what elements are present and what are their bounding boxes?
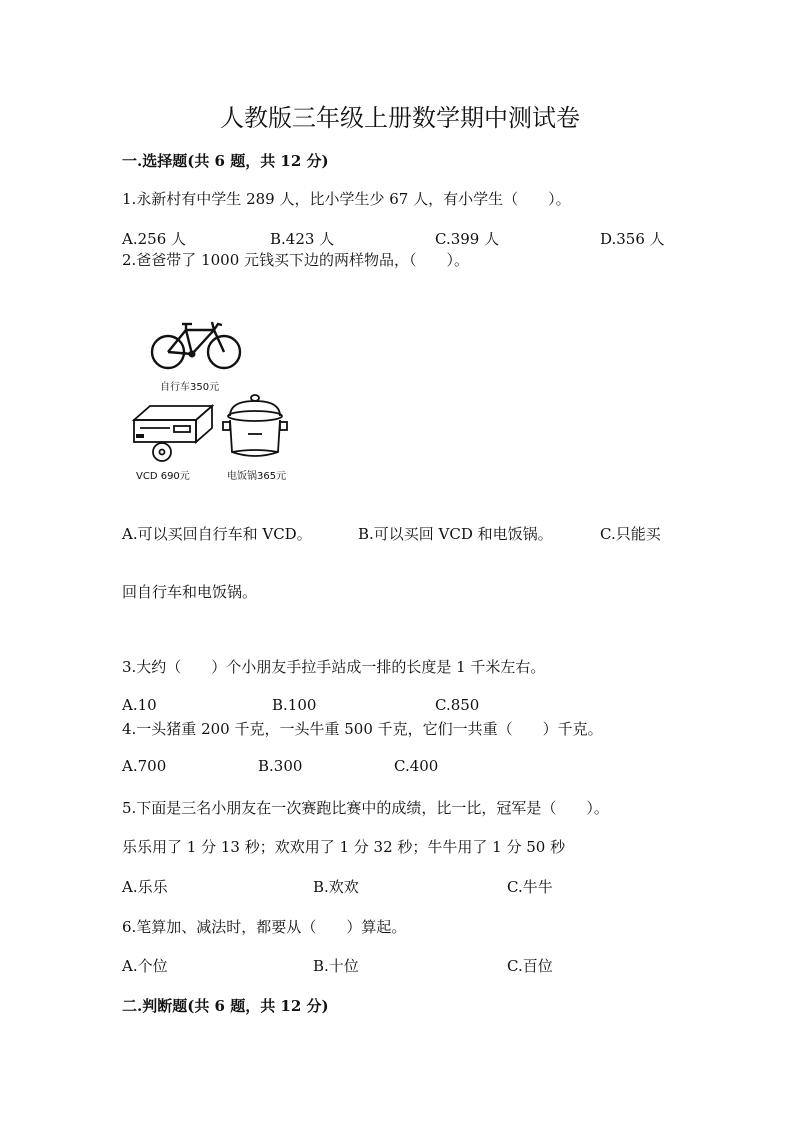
q2-option-a: A.可以买回自行车和 VCD。 xyxy=(122,525,312,543)
rice-cooker-icon xyxy=(222,392,288,464)
q4-option-c: C.400 xyxy=(394,757,439,775)
q2-option-c: C.只能买 xyxy=(600,525,661,543)
bicycle-icon xyxy=(148,318,244,374)
section-header-judgement: 二.判断题(共 6 题，共 12 分) xyxy=(122,997,329,1015)
q1-option-a: A.256 人 xyxy=(122,230,186,248)
q4-option-a: A.700 xyxy=(122,757,167,775)
q1-option-c: C.399 人 xyxy=(435,230,500,248)
q2-option-b: B.可以买回 VCD 和电饭锅。 xyxy=(358,525,553,543)
question-2-text: 2.爸爸带了 1000 元钱买下边的两样物品，（ ）。 xyxy=(122,251,470,269)
question-6-text: 6.笔算加、减法时，都要从（ ）算起。 xyxy=(122,918,407,936)
q6-option-c: C.百位 xyxy=(507,957,553,975)
q1-option-d: D.356 人 xyxy=(600,230,665,248)
q5-option-b: B.欢欢 xyxy=(313,878,359,896)
page-title: 人教版三年级上册数学期中测试卷 xyxy=(220,104,580,132)
question-5-detail: 乐乐用了 1 分 13 秒；欢欢用了 1 分 32 秒；牛牛用了 1 分 50 秒 xyxy=(122,838,566,856)
q5-option-c: C.牛牛 xyxy=(507,878,553,896)
question-4-text: 4.一头猪重 200 千克，一头牛重 500 千克，它们一共重（ ）千克。 xyxy=(122,720,603,738)
bicycle-price-label: 自行车350元 xyxy=(160,382,220,393)
q3-option-b: B.100 xyxy=(272,696,317,714)
question-5-text: 5.下面是三名小朋友在一次赛跑比赛中的成绩，比一比，冠军是（ ）。 xyxy=(122,799,609,817)
question-3-text: 3.大约（ ）个小朋友手拉手站成一排的长度是 1 千米左右。 xyxy=(122,658,546,676)
q3-option-a: A.10 xyxy=(122,696,157,714)
vcd-player-icon xyxy=(130,402,216,464)
vcd-price-label: VCD 690元 xyxy=(136,471,190,482)
section-header-choice: 一.选择题(共 6 题，共 12 分) xyxy=(122,152,329,170)
q5-option-a: A.乐乐 xyxy=(122,878,168,896)
cooker-price-label: 电饭锅365元 xyxy=(227,471,287,482)
q2-option-c-continued: 回自行车和电饭锅。 xyxy=(122,583,258,601)
q6-option-a: A.个位 xyxy=(122,957,168,975)
q4-option-b: B.300 xyxy=(258,757,303,775)
q1-option-b: B.423 人 xyxy=(270,230,335,248)
q6-option-b: B.十位 xyxy=(313,957,359,975)
question-1-text: 1.永新村有中学生 289 人，比小学生少 67 人，有小学生（ ）。 xyxy=(122,190,571,208)
q3-option-c: C.850 xyxy=(435,696,480,714)
